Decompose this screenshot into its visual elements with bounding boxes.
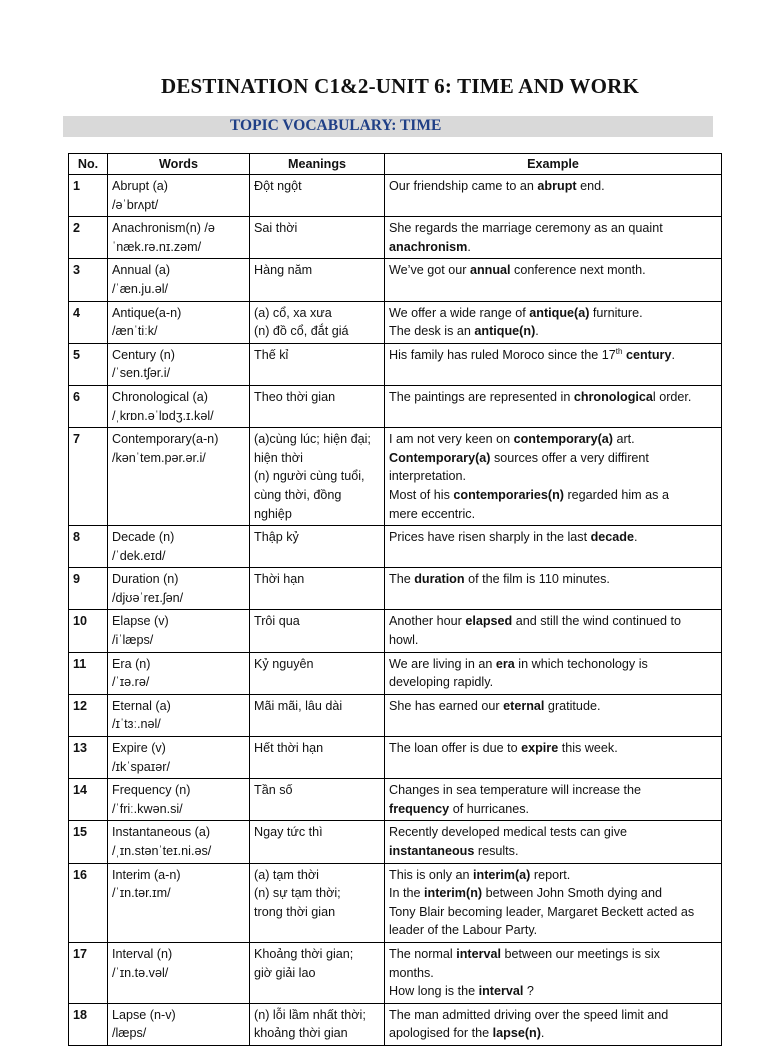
example-text: We’ve got our <box>389 263 470 278</box>
meaning-line: (a) tạm thời <box>254 867 319 882</box>
word-cell <box>108 175 250 217</box>
example-cell <box>385 301 722 343</box>
example-text: in which techonology is <box>514 656 648 671</box>
example-line <box>389 346 717 365</box>
topic-heading: TOPIC VOCABULARY: TIME <box>230 117 442 134</box>
meaning-line: Hết thời hạn <box>254 741 324 756</box>
word-pronunciation: /əˈbrʌpt/ <box>112 197 159 212</box>
table-row <box>69 863 722 942</box>
example-text: mere eccentric. <box>389 506 476 521</box>
example-cell <box>385 652 722 694</box>
meaning-line: Thế kỉ <box>254 347 289 362</box>
row-number: 2 <box>69 217 108 259</box>
word-term: Antique(a-n) <box>112 305 182 320</box>
example-line <box>389 903 717 922</box>
meaning-cell <box>250 652 385 694</box>
example-text: sources offer a very diffirent <box>490 450 649 465</box>
table-row <box>69 821 722 863</box>
word-pronunciation: /djʊəˈreɪ.ʃən/ <box>112 590 184 605</box>
word-cell <box>108 694 250 736</box>
example-keyword: interim(n) <box>424 886 483 901</box>
header-meanings: Meanings <box>250 154 385 175</box>
example-keyword: chronologica <box>573 389 653 404</box>
row-number: 9 <box>69 568 108 610</box>
meaning-cell <box>250 259 385 301</box>
word-cell <box>108 259 250 301</box>
meaning-cell <box>250 694 385 736</box>
meaning-cell <box>250 568 385 610</box>
example-text: . <box>535 324 539 339</box>
example-text: We offer a wide range of <box>389 305 530 320</box>
example-text: The desk is an <box>389 324 475 339</box>
row-number: 18 <box>69 1003 108 1045</box>
word-cell <box>108 610 250 652</box>
word-term: Century (n) <box>112 347 175 362</box>
example-cell <box>385 259 722 301</box>
meaning-cell <box>250 301 385 343</box>
word-cell <box>108 1003 250 1045</box>
meaning-line: (a)cùng lúc; hiện đại; <box>254 432 371 447</box>
meaning-line: Kỷ nguyên <box>254 656 314 671</box>
meaning-line: trong thời gian <box>254 904 336 919</box>
word-term: Anachronism(n) /ə <box>112 221 215 236</box>
example-keyword: lapse(n) <box>492 1026 541 1041</box>
meaning-line: hiện thời <box>254 450 303 465</box>
row-number: 10 <box>69 610 108 652</box>
row-number: 12 <box>69 694 108 736</box>
meaning-line: Trôi qua <box>254 614 300 629</box>
example-text: The loan offer is due to <box>389 741 522 756</box>
example-text: . <box>671 347 675 362</box>
example-keyword: anachronism <box>389 239 468 254</box>
word-pronunciation: /ænˈtiːk/ <box>112 324 158 339</box>
example-line <box>389 781 717 800</box>
word-cell <box>108 779 250 821</box>
word-cell <box>108 568 250 610</box>
example-line <box>389 505 717 524</box>
example-text: The normal <box>389 946 457 961</box>
meaning-cell <box>250 942 385 1003</box>
row-number: 17 <box>69 942 108 1003</box>
row-number: 14 <box>69 779 108 821</box>
meaning-cell <box>250 610 385 652</box>
word-pronunciation: /iˈlæps/ <box>112 633 154 648</box>
example-line <box>389 219 717 238</box>
example-keyword: era <box>495 656 515 671</box>
example-keyword: century <box>625 347 672 362</box>
example-text: leader of the Labour Party. <box>389 923 538 938</box>
example-cell <box>385 863 722 942</box>
word-term: Duration (n) <box>112 572 179 587</box>
header-words: Words <box>108 154 250 175</box>
page-title: DESTINATION C1&2-UNIT 6: TIME AND WORK <box>160 74 640 98</box>
example-text: Our friendship came to an <box>389 179 538 193</box>
example-text: The <box>389 572 415 587</box>
meaning-line: Tần số <box>254 783 293 798</box>
word-cell <box>108 343 250 385</box>
example-text: We are living in an <box>389 656 496 671</box>
word-term: Decade (n) <box>112 530 175 545</box>
word-pronunciation: /ˈsen.tʃər.i/ <box>112 366 171 381</box>
example-line <box>389 177 717 196</box>
example-line <box>389 1024 717 1043</box>
table-row <box>69 259 722 301</box>
table-row <box>69 175 722 217</box>
example-text: furniture. <box>589 305 643 320</box>
word-cell <box>108 821 250 863</box>
meaning-cell <box>250 385 385 427</box>
word-term: Expire (v) <box>112 741 166 756</box>
row-number: 8 <box>69 526 108 568</box>
meaning-line: Hàng năm <box>254 263 313 278</box>
example-text: In the <box>389 886 425 901</box>
example-text: th <box>615 346 623 356</box>
table-row <box>69 737 722 779</box>
meaning-line: (a) cổ, xa xưa <box>254 305 332 320</box>
row-number: 5 <box>69 343 108 385</box>
example-text: . <box>540 1026 545 1041</box>
example-line <box>389 982 717 1001</box>
example-line <box>389 528 717 547</box>
example-keyword: eternal <box>503 698 545 713</box>
example-line <box>389 945 717 964</box>
word-pronunciation: /ˈfriː.kwən.si/ <box>112 801 183 816</box>
example-line <box>389 842 717 861</box>
example-text: regarded him as a <box>563 487 669 502</box>
example-line <box>389 800 717 819</box>
word-cell <box>108 652 250 694</box>
example-cell <box>385 217 722 259</box>
header-example: Example <box>385 154 722 175</box>
row-number: 11 <box>69 652 108 694</box>
word-pronunciation: /ˌkrɒn.əˈlɒdʒ.ɪ.kəl/ <box>112 408 214 423</box>
word-cell <box>108 217 250 259</box>
word-cell <box>108 301 250 343</box>
table-row <box>69 568 722 610</box>
example-text: interpretation. <box>389 469 467 484</box>
table-row <box>69 301 722 343</box>
example-text: Tony Blair becoming leader, Margaret Beckett acted as <box>389 904 695 919</box>
example-keyword: elapsed <box>465 614 513 629</box>
example-text: . <box>634 530 638 545</box>
example-line <box>389 866 717 885</box>
example-keyword: interim(a) <box>473 867 531 882</box>
table-row <box>69 428 722 526</box>
example-keyword: antique(a) <box>529 305 590 320</box>
example-cell <box>385 694 722 736</box>
example-text: art. <box>612 432 635 447</box>
word-term: Frequency (n) <box>112 783 191 798</box>
row-number: 1 <box>69 175 108 217</box>
example-cell <box>385 526 722 568</box>
row-number: 3 <box>69 259 108 301</box>
example-text: Changes in sea temperature will increase the <box>389 783 642 798</box>
example-line <box>389 964 717 983</box>
meaning-cell <box>250 863 385 942</box>
meaning-line: (n) người cùng tuổi, <box>254 469 365 484</box>
word-term: Instantaneous (a) <box>112 825 211 840</box>
example-keyword: interval <box>478 984 524 999</box>
meaning-line: Thời hạn <box>254 572 305 587</box>
example-text: of hurricanes. <box>449 801 530 816</box>
example-line <box>389 238 717 257</box>
word-pronunciation: /ɪkˈspaɪər/ <box>112 759 170 774</box>
example-cell <box>385 175 722 217</box>
word-term: Lapse (n-v) <box>112 1007 176 1022</box>
example-cell <box>385 568 722 610</box>
example-line <box>389 697 717 716</box>
word-pronunciation: /ˈɪn.tə.vəl/ <box>112 965 169 980</box>
meaning-line: Theo thời gian <box>254 389 336 404</box>
meaning-cell <box>250 428 385 526</box>
example-line <box>389 486 717 505</box>
example-cell <box>385 1003 722 1045</box>
word-term: Elapse (v) <box>112 614 169 629</box>
table-row <box>69 942 722 1003</box>
meaning-line: Thập kỷ <box>254 530 299 545</box>
meaning-cell <box>250 343 385 385</box>
table-row <box>69 610 722 652</box>
word-pronunciation: ˈnæk.rə.nɪ.zəm/ <box>112 239 202 254</box>
example-keyword: duration <box>414 572 465 587</box>
row-number: 7 <box>69 428 108 526</box>
table-row <box>69 343 722 385</box>
word-term: Chronological (a) <box>112 389 208 404</box>
word-cell <box>108 737 250 779</box>
example-keyword: annual <box>469 263 511 278</box>
word-pronunciation: /ˈɪə.rə/ <box>112 675 150 690</box>
meaning-line: Ngay tức thì <box>254 825 323 840</box>
row-number: 15 <box>69 821 108 863</box>
table-row <box>69 694 722 736</box>
word-cell <box>108 385 250 427</box>
example-text: developing rapidly. <box>389 675 494 690</box>
row-number: 13 <box>69 737 108 779</box>
example-cell <box>385 610 722 652</box>
example-text: apologised for the <box>389 1026 493 1041</box>
example-text: howl. <box>389 633 419 648</box>
example-text: How long is the <box>389 984 479 999</box>
example-line <box>389 467 717 486</box>
meaning-line: giờ giải lao <box>254 965 316 980</box>
example-keyword: antique(n) <box>474 324 536 339</box>
word-term: Annual (a) <box>112 263 171 278</box>
word-term: Interim (a-n) <box>112 867 181 882</box>
row-number: 6 <box>69 385 108 427</box>
example-keyword: expire <box>521 741 559 756</box>
example-line <box>389 261 717 280</box>
meaning-line: cùng thời, đồng <box>254 487 342 502</box>
example-text: This is only an <box>389 867 473 882</box>
header-no: No. <box>69 154 108 175</box>
meaning-cell <box>250 217 385 259</box>
meaning-cell <box>250 526 385 568</box>
word-pronunciation: /ˌɪn.stənˈteɪ.ni.əs/ <box>112 844 212 858</box>
example-keyword: contemporary(a) <box>513 432 613 447</box>
meaning-line: Sai thời <box>254 221 298 236</box>
meaning-line: (n) đồ cổ, đắt giá <box>254 324 349 339</box>
row-number: 16 <box>69 863 108 942</box>
example-keyword: Contemporary(a) <box>389 450 491 465</box>
example-text: Prices have risen sharply in the last <box>389 530 591 545</box>
meaning-cell <box>250 737 385 779</box>
example-line <box>389 631 717 650</box>
example-cell <box>385 428 722 526</box>
table-row <box>69 385 722 427</box>
example-text: conference next month. <box>510 263 646 278</box>
example-line <box>389 655 717 674</box>
example-text: months. <box>389 965 434 980</box>
example-cell <box>385 779 722 821</box>
example-text: end. <box>576 179 605 193</box>
example-text: She regards the marriage ceremony as an quaint <box>389 221 663 236</box>
example-text: and still the wind continued to <box>512 614 681 629</box>
example-text: I am not very keen on <box>389 432 514 447</box>
example-keyword: interval <box>456 946 502 961</box>
word-pronunciation: /ˈɪn.tər.ɪm/ <box>112 886 171 901</box>
example-line <box>389 823 717 842</box>
table-row <box>69 1003 722 1045</box>
example-keyword: instantaneous <box>389 844 475 858</box>
example-text: She has earned our <box>389 698 504 713</box>
meaning-cell <box>250 821 385 863</box>
example-text: results. <box>474 844 519 858</box>
meaning-cell <box>250 175 385 217</box>
example-line <box>389 673 717 692</box>
meaning-line: Đột ngột <box>254 179 302 193</box>
table-row <box>69 526 722 568</box>
example-line <box>389 430 717 449</box>
example-text: gratitude. <box>544 698 601 713</box>
example-text: The man admitted driving over the speed limit and <box>389 1007 669 1022</box>
example-text: between John Smoth dying and <box>482 886 663 901</box>
word-term: Eternal (a) <box>112 698 171 713</box>
word-pronunciation: /ˈæn.ju.əl/ <box>112 281 168 296</box>
row-number: 4 <box>69 301 108 343</box>
example-line <box>389 304 717 323</box>
example-text: ? <box>523 984 534 999</box>
word-pronunciation: /kənˈtem.pər.ər.i/ <box>112 450 206 465</box>
table-row <box>69 217 722 259</box>
meaning-line: nghiệp <box>254 506 292 521</box>
example-text: The paintings are represented in <box>389 389 574 404</box>
example-line <box>389 921 717 940</box>
example-keyword: decade <box>590 530 634 545</box>
word-cell <box>108 942 250 1003</box>
example-text: . <box>467 239 471 254</box>
word-cell <box>108 428 250 526</box>
example-cell <box>385 821 722 863</box>
example-text: His family has ruled Moroco since the 17 <box>389 347 616 362</box>
example-cell <box>385 737 722 779</box>
meaning-line: khoảng thời gian <box>254 1026 348 1041</box>
example-line <box>389 612 717 631</box>
example-line <box>389 570 717 589</box>
example-text: Another hour <box>389 614 466 629</box>
word-pronunciation: /ɪˈtɜː.nəl/ <box>112 717 161 732</box>
example-text: report. <box>530 867 571 882</box>
example-keyword: frequency <box>389 801 450 816</box>
vocabulary-table <box>68 153 722 1046</box>
example-keyword: abrupt <box>537 179 577 193</box>
table-row <box>69 779 722 821</box>
example-text: between our meetings is six <box>501 946 660 961</box>
example-cell <box>385 942 722 1003</box>
meaning-line: (n) sự tạm thời; <box>254 886 341 901</box>
example-text: l order. <box>652 389 692 404</box>
example-line <box>389 884 717 903</box>
word-term: Interval (n) <box>112 946 173 961</box>
table-row <box>69 652 722 694</box>
meaning-line: Mãi mãi, lâu dài <box>254 698 343 713</box>
meaning-cell <box>250 779 385 821</box>
example-text: this week. <box>558 741 618 756</box>
word-term: Era (n) <box>112 656 151 671</box>
example-line <box>389 322 717 341</box>
meaning-line: (n) lỗi lầm nhất thời; <box>254 1007 366 1022</box>
table-body <box>69 175 722 1046</box>
meaning-line: Khoảng thời gian; <box>254 946 354 961</box>
table-header-row <box>69 154 722 175</box>
example-text: Most of his <box>389 487 454 502</box>
example-line <box>389 388 717 407</box>
example-line <box>389 1006 717 1025</box>
example-cell <box>385 343 722 385</box>
word-pronunciation: /læps/ <box>112 1026 147 1041</box>
example-cell <box>385 385 722 427</box>
word-term: Contemporary(a-n) <box>112 432 219 447</box>
example-line <box>389 449 717 468</box>
meaning-cell <box>250 1003 385 1045</box>
example-keyword: contemporaries(n) <box>453 487 564 502</box>
example-text: of the film is 110 minutes. <box>464 572 610 587</box>
word-pronunciation: /ˈdek.eɪd/ <box>112 548 166 563</box>
word-term: Abrupt (a) <box>112 179 168 193</box>
example-line <box>389 739 717 758</box>
example-text: Recently developed medical tests can give <box>389 825 628 840</box>
word-cell <box>108 526 250 568</box>
word-cell <box>108 863 250 942</box>
